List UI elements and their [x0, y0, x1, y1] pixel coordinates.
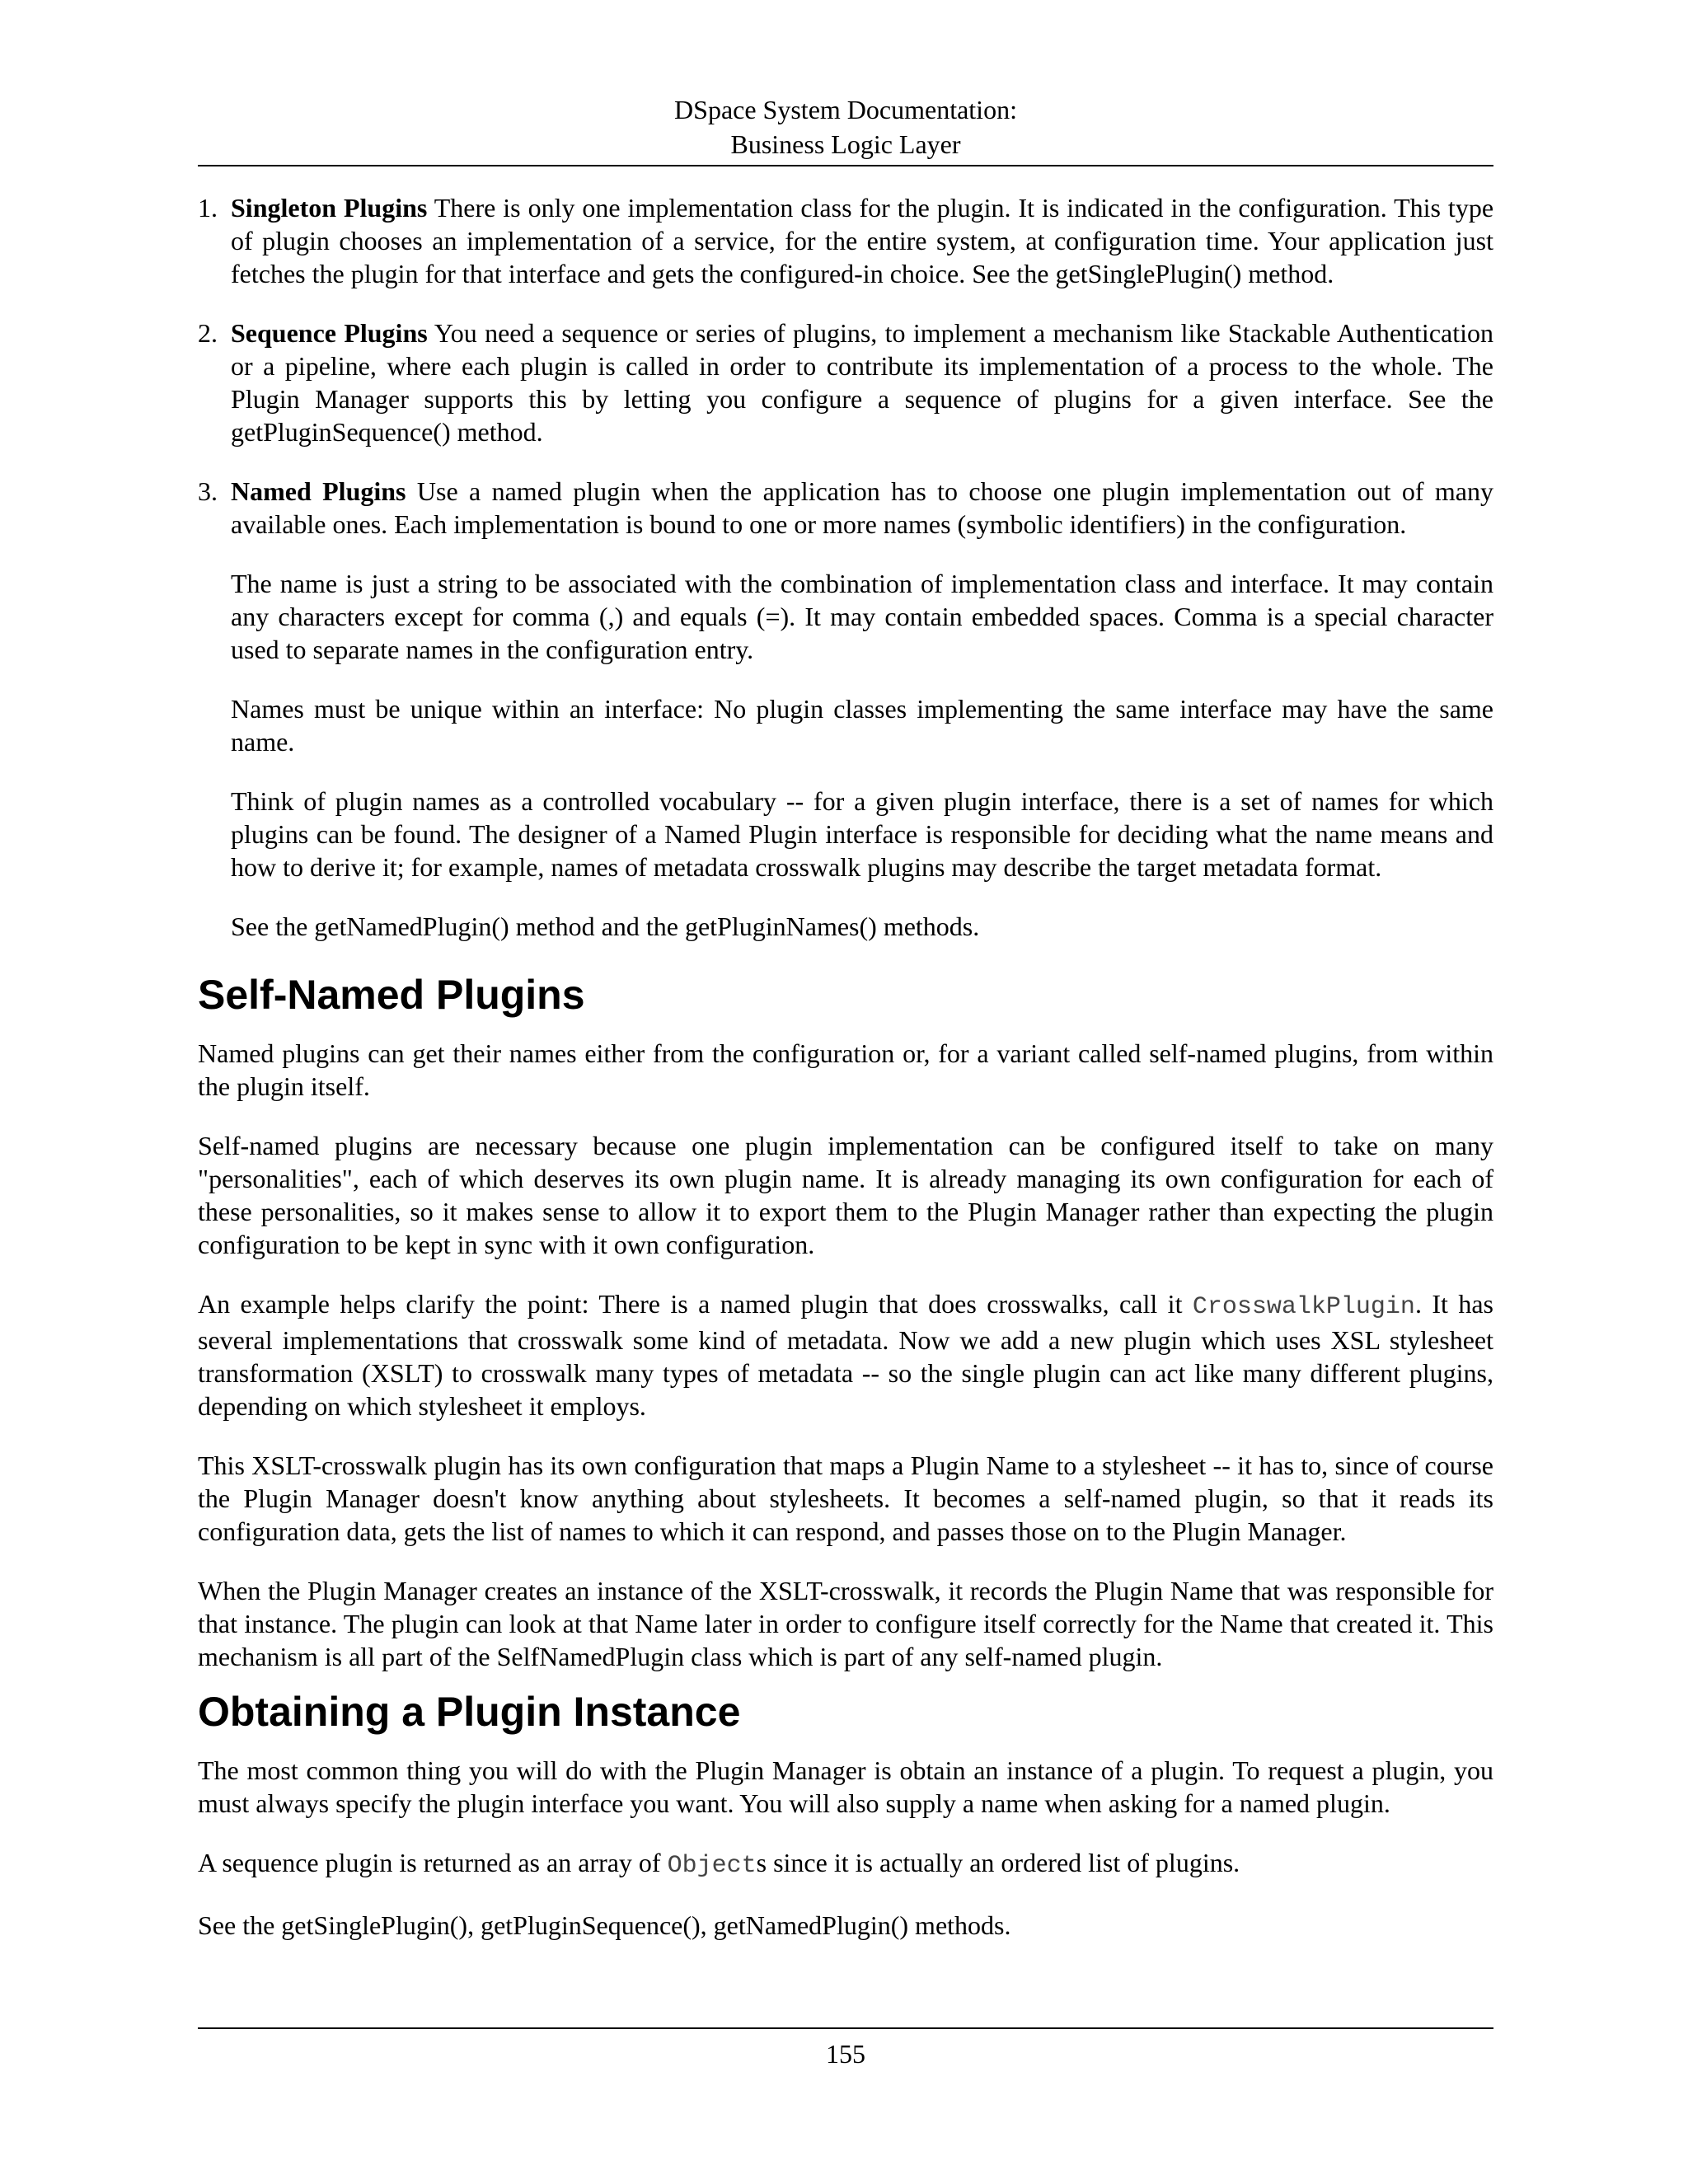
- list-paragraph: The name is just a string to be associated with the combination of implementation class and interface. It may contain any characters except for comma (,) and equals (=). It may contain embedded spaces. Comma is a special character used to separate names in the configuration entry.: [231, 569, 1493, 664]
- page-content: [198, 191, 1493, 1942]
- body-paragraph: The most common thing you will do with the Plugin Manager is obtain an instance of a plugin. To request a plugin, you must always specify the plugin interface you want. You will also supply a name when asking for a named plugin.: [198, 1755, 1493, 1818]
- list-paragraph: [231, 475, 1493, 541]
- list-number: 1.: [198, 193, 218, 223]
- term-named: Named Plugins: [231, 476, 406, 506]
- list-text: There is only one implementation class for the plugin. It is indicated in the configuration. This type of plugin chooses an implementation of a service, for the entire system, at configuration time. Your application just fetches the plugin for that interface and gets the configured-in choice. See the getSinglePlugin() method.: [231, 193, 1494, 288]
- page-number: 155: [826, 2039, 865, 2069]
- term-singleton: Singleton Plugins: [231, 193, 428, 223]
- body-paragraph: [198, 1287, 1493, 1422]
- footer-rule: [198, 2027, 1493, 2029]
- plugin-types-list: [198, 191, 1493, 943]
- header-subtitle: Business Logic Layer: [730, 129, 961, 159]
- body-paragraph: [198, 1846, 1493, 1882]
- list-number: 2.: [198, 318, 218, 348]
- body-paragraph: This XSLT-crosswalk plugin has its own configuration that maps a Plugin Name to a stylesheet -- it has to, since of course the Plugin Manager doesn't know anything about stylesheets. It becomes a self-named plugin, so that it reads its configuration data, gets the list of names to which it can respond, and passes those on to the Plugin Manager.: [198, 1451, 1493, 1546]
- list-text: Use a named plugin when the application has to choose one plugin implementation out of many available ones. Each implementation is bound to one or more names (symbolic identifiers) in the configuration.: [231, 476, 1494, 539]
- body-paragraph: See the getSinglePlugin(), getPluginSequence(), getNamedPlugin() methods.: [198, 1910, 1011, 1940]
- document-page: [198, 0, 1493, 2184]
- list-paragraph: See the getNamedPlugin() method and the getPluginNames() methods.: [231, 912, 980, 941]
- body-paragraph: Named plugins can get their names either from the configuration or, for a variant called self-named plugins, from within the plugin itself.: [198, 1038, 1493, 1101]
- list-text: You need a sequence or series of plugins, to implement a mechanism like Stackable Authentication or a pipeline, where each plugin is called in order to contribute its implementation of a process to the whole. The Plugin Manager supports this by letting you configure a sequence of plugins for a given interface. See the getPluginSequence() method.: [231, 318, 1494, 447]
- list-paragraph: Names must be unique within an interface: No plugin classes implementing the same interface may have the same name.: [231, 694, 1493, 757]
- section-heading-obtaining: Obtaining a Plugin Instance: [198, 1689, 741, 1735]
- inline-code: CrosswalkPlugin: [1192, 1293, 1415, 1321]
- list-item-singleton: [198, 191, 1493, 290]
- list-paragraph: Think of plugin names as a controlled vocabulary -- for a given plugin interface, there is a set of names for which plugins can be found. The designer of a Named Plugin interface is responsible for deciding what the name means and how to derive it; for example, names of metadata crosswalk plugins may describe the target metadata format.: [231, 786, 1493, 882]
- term-sequence: Sequence Plugins: [231, 318, 428, 348]
- text-run: An example helps clarify the point: There is a named plugin that does crosswalks, call it: [198, 1289, 1193, 1319]
- body-paragraph: Self-named plugins are necessary because one plugin implementation can be configured itself to take on many "personalities", each of which deserves its own plugin name. It is already managing its own configuration for each of these personalities, so it makes sense to allow it to export them to the Plugin Manager rather than expecting the plugin configuration to be kept in sync with it own configuration.: [198, 1131, 1493, 1259]
- list-item-named: [198, 475, 1493, 943]
- inline-code: Object: [667, 1852, 757, 1880]
- text-run: s since it is actually an ordered list of plugins.: [756, 1848, 1240, 1877]
- header-rule: [198, 165, 1493, 166]
- body-paragraph: When the Plugin Manager creates an instance of the XSLT-crosswalk, it records the Plugin Name that was responsible for that instance. The plugin can look at that Name later in order to configure itself correctly for the Name that created it. This mechanism is all part of the SelfNamedPlugin class which is part of any self-named plugin.: [198, 1576, 1493, 1671]
- list-paragraph: [231, 316, 1493, 448]
- text-run: A sequence plugin is returned as an array of: [198, 1848, 668, 1877]
- section-heading-self-named: Self-Named Plugins: [198, 972, 585, 1018]
- header-title: DSpace System Documentation:: [674, 95, 1017, 124]
- text-run: . It has several implementations that crosswalk some kind of metadata. Now we add a new plugin which uses XSL stylesheet transformation (XSLT) to crosswalk many types of metadata -- so the single plugin can act like many different plugins, depending on which stylesheet it employs.: [198, 1289, 1494, 1421]
- list-number: 3.: [198, 476, 218, 506]
- list-item-sequence: [198, 316, 1493, 448]
- list-paragraph: [231, 191, 1493, 290]
- running-header: [198, 92, 1493, 162]
